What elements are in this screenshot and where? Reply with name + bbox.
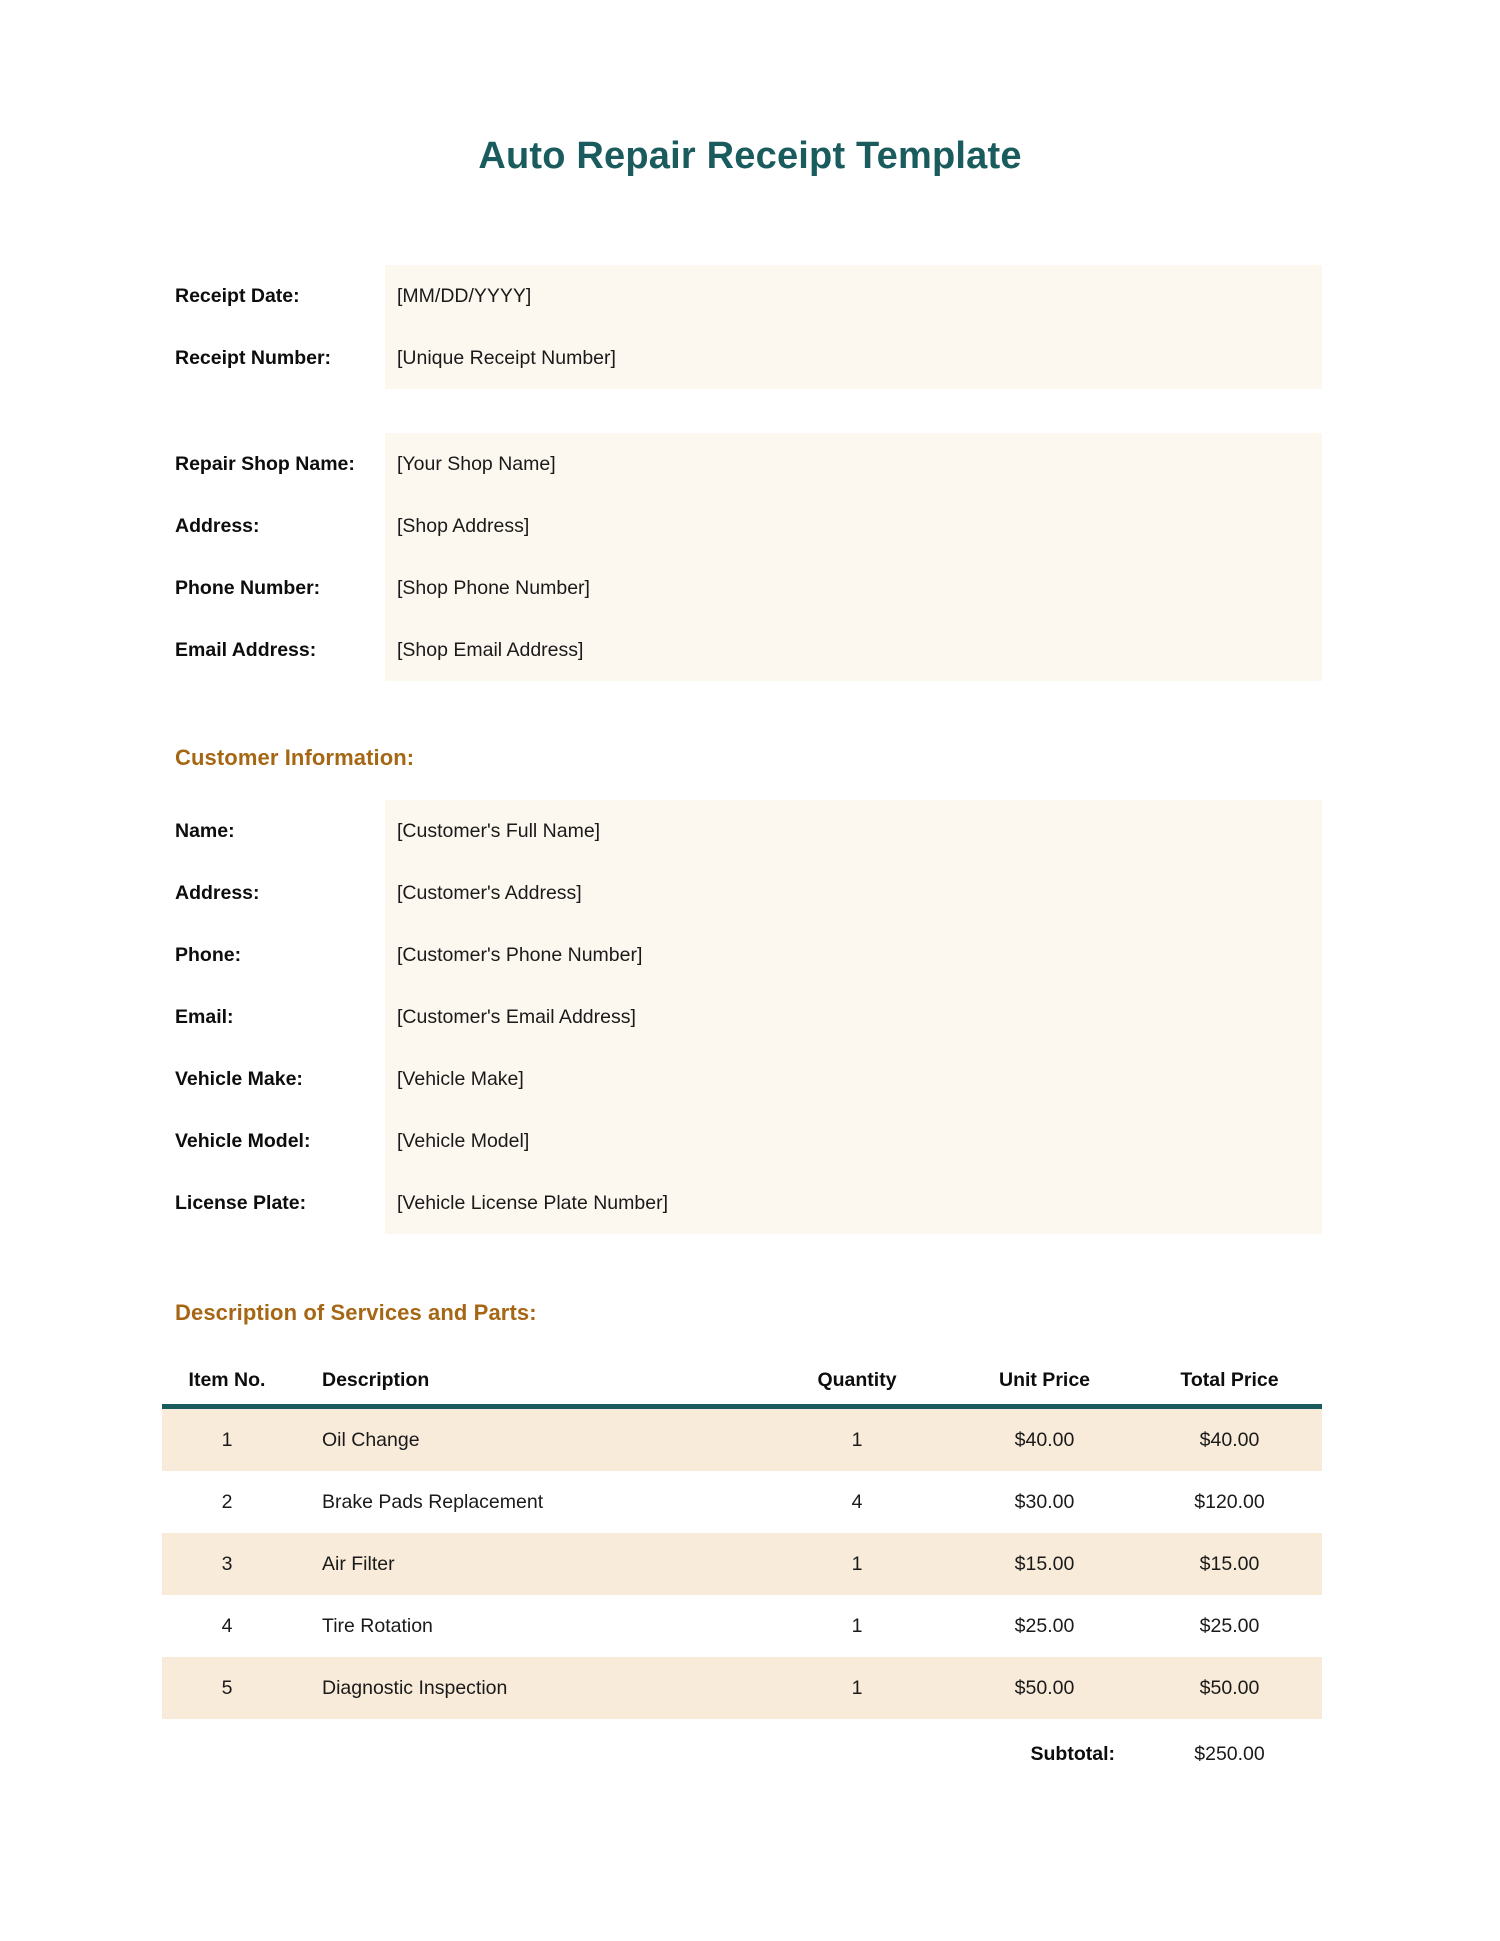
customer-name-label: Name: [175,819,235,842]
receipt-number-value[interactable]: [Unique Receipt Number] [397,346,616,369]
receipt-date-value[interactable]: [MM/DD/YYYY] [397,284,532,307]
vehicle-make-value[interactable]: [Vehicle Make] [397,1067,524,1090]
receipt-meta-block [175,265,1322,389]
column-header-quantity: Quantity [817,1368,897,1391]
shop-name-label: Repair Shop Name: [175,452,355,475]
cell-item-no: 1 [221,1428,233,1451]
shop-phone-label: Phone Number: [175,576,321,599]
shop-info-block [175,433,1322,681]
cell-total-price: $25.00 [1199,1614,1260,1637]
vehicle-model-label: Vehicle Model: [175,1129,311,1152]
shop-name-row [175,433,1322,495]
receipt-date-row [175,265,1322,327]
cell-unit-price: $25.00 [1014,1614,1075,1637]
vehicle-make-label: Vehicle Make: [175,1067,303,1090]
table-row [162,1657,1322,1719]
customer-phone-row [175,924,1322,986]
cell-item-no: 2 [221,1490,233,1513]
column-header-unit-price: Unit Price [998,1368,1091,1391]
column-header-item-no: Item No. [188,1368,266,1391]
customer-phone-value[interactable]: [Customer's Phone Number] [397,943,643,966]
customer-address-label: Address: [175,881,260,904]
cell-unit-price: $30.00 [1014,1490,1075,1513]
receipt-number-label: Receipt Number: [175,346,332,369]
cell-quantity: 1 [851,1676,863,1699]
cell-unit-price: $50.00 [1014,1676,1075,1699]
cell-description: Tire Rotation [322,1614,433,1637]
cell-description: Diagnostic Inspection [322,1676,508,1699]
customer-phone-label: Phone: [175,943,242,966]
customer-email-row [175,986,1322,1048]
shop-address-label: Address: [175,514,260,537]
customer-address-row [175,862,1322,924]
vehicle-model-value[interactable]: [Vehicle Model] [397,1129,530,1152]
customer-email-label: Email: [175,1005,234,1028]
column-header-description: Description [322,1368,430,1391]
services-parts-heading: Description of Services and Parts: [175,1300,537,1325]
services-table [162,1356,1322,1789]
column-header-total-price: Total Price [1180,1368,1279,1391]
table-row [162,1533,1322,1595]
cell-item-no: 3 [221,1552,233,1575]
shop-email-value[interactable]: [Shop Email Address] [397,638,584,661]
receipt-date-label: Receipt Date: [175,284,300,307]
customer-name-row [175,800,1322,862]
license-plate-label: License Plate: [175,1191,307,1214]
table-row [162,1409,1322,1471]
table-header-row [162,1356,1322,1404]
cell-quantity: 1 [851,1428,863,1451]
cell-total-price: $15.00 [1199,1552,1260,1575]
subtotal-value: $250.00 [1194,1742,1265,1765]
shop-address-row [175,495,1322,557]
cell-total-price: $40.00 [1199,1428,1260,1451]
shop-phone-row [175,557,1322,619]
customer-email-value[interactable]: [Customer's Email Address] [397,1005,636,1028]
customer-address-value[interactable]: [Customer's Address] [397,881,582,904]
customer-information-heading: Customer Information: [175,745,415,770]
cell-description: Oil Change [322,1428,420,1451]
cell-quantity: 4 [851,1490,863,1513]
license-plate-value[interactable]: [Vehicle License Plate Number] [397,1191,668,1214]
cell-total-price: $50.00 [1199,1676,1260,1699]
shop-email-row [175,619,1322,681]
cell-description: Brake Pads Replacement [322,1490,544,1513]
cell-item-no: 4 [221,1614,233,1637]
receipt-number-row [175,327,1322,389]
customer-info-block [175,800,1322,1234]
shop-name-value[interactable]: [Your Shop Name] [397,452,556,475]
cell-description: Air Filter [322,1552,395,1575]
vehicle-model-row [175,1110,1322,1172]
license-plate-row [175,1172,1322,1234]
customer-name-value[interactable]: [Customer's Full Name] [397,819,601,842]
cell-unit-price: $15.00 [1014,1552,1075,1575]
subtotal-row [162,1719,1322,1789]
shop-phone-value[interactable]: [Shop Phone Number] [397,576,590,599]
cell-quantity: 1 [851,1552,863,1575]
subtotal-label: Subtotal: [1030,1742,1115,1765]
page-title: Auto Repair Receipt Template [478,135,1022,177]
vehicle-make-row [175,1048,1322,1110]
shop-email-label: Email Address: [175,638,317,661]
cell-total-price: $120.00 [1194,1490,1265,1513]
cell-quantity: 1 [851,1614,863,1637]
cell-item-no: 5 [221,1676,233,1699]
table-row [162,1595,1322,1657]
shop-address-value[interactable]: [Shop Address] [397,514,530,537]
cell-unit-price: $40.00 [1014,1428,1075,1451]
table-row [162,1471,1322,1533]
